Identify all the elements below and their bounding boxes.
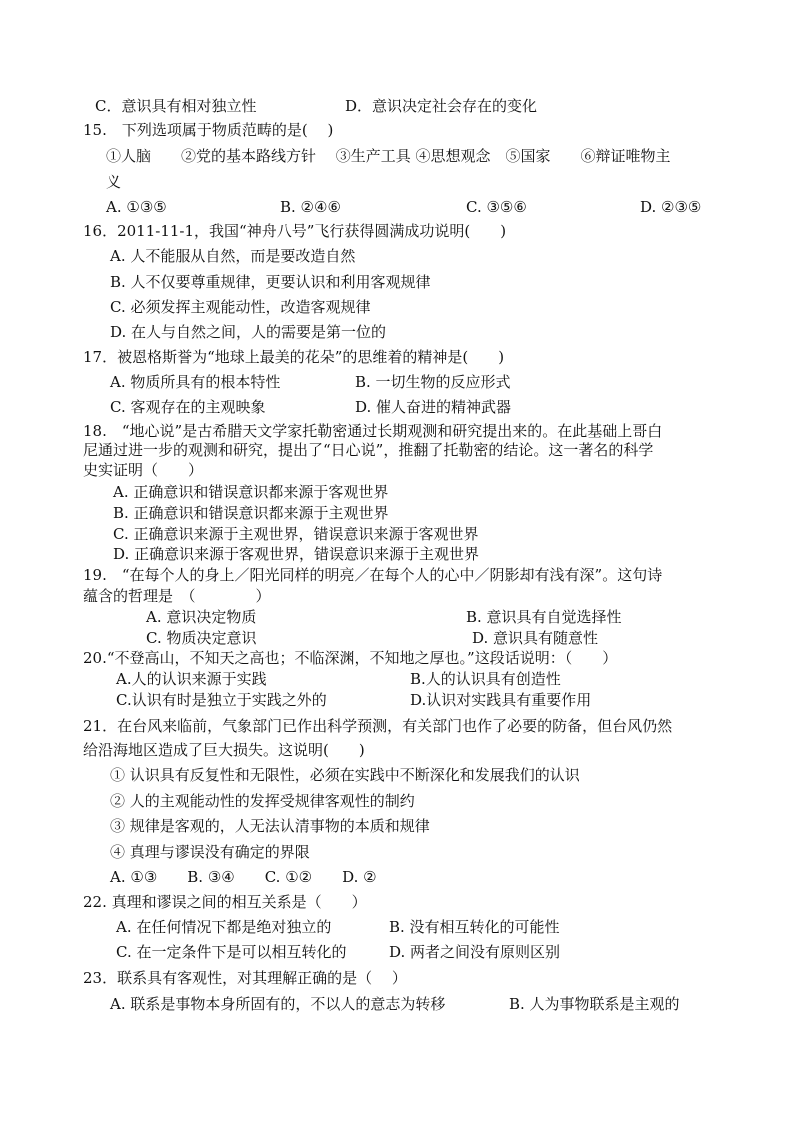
q23-option-a: A. 联系是事物本身所固有的，不以人的意志为转移 [110,995,446,1013]
q22-stem: 22. 真理和谬误之间的相互关系是（ ） [83,893,367,911]
q16-option-a: A. 人不能服从自然，而是要改造自然 [110,247,356,265]
q14-option-d: D．意识决定社会存在的变化 [345,97,538,115]
q21-item-1: ① 认识具有反复性和无限性，必须在实践中不断深化和发展我们的认识 [110,766,580,784]
q17-option-a: A. 物质所具有的根本特性 [110,373,281,391]
q15-option-a: A. ①③⑤ [106,198,167,216]
q18-stem-line1: 18. “地心说”是古希腊天文学家托勒密通过长期观测和研究提出来的。在此基础上哥白 [83,422,663,440]
q18-option-c: C. 正确意识来源于主观世界，错误意识来源于客观世界 [113,525,479,543]
q15-option-b: B. ②④⑥ [280,198,341,216]
q18-stem-line2: 尼通过进一步的观测和研究，提出了“日心说”，推翻了托勒密的结论。这一著名的科学 [83,441,654,459]
q14-option-c: C．意识具有相对独立性 [95,97,257,115]
q23-option-b: B. 人为事物联系是主观的 [509,995,680,1013]
q20-option-b: B.人的认识具有创造性 [410,670,561,688]
q22-option-c: C. 在一定条件下是可以相互转化的 [116,943,347,961]
q20-option-d: D.认识对实践具有重要作用 [410,691,592,709]
q18-option-d: D. 正确意识来源于客观世界，错误意识来源于主观世界 [113,545,480,563]
q17-option-c: C. 客观存在的主观映象 [110,398,266,416]
q19-option-a: A. 意识决定物质 [146,608,257,626]
q22-option-d: D. 两者之间没有原则区别 [389,943,561,961]
q18-option-a: A. 正确意识和错误意识都来源于客观世界 [113,483,389,501]
q16-option-c: C. 必须发挥主观能动性，改造客观规律 [110,298,371,316]
q18-stem-line3: 史实证明（ ） [83,461,204,479]
q16-option-d: D. 在人与自然之间，人的需要是第一位的 [110,323,387,341]
q15-option-d: D. ②③⑤ [640,198,702,216]
q20-option-c: C.认识有时是独立于实践之外的 [116,691,327,709]
q18-option-b: B. 正确意识和错误意识都来源于主观世界 [113,504,389,522]
q17-option-d: D. 催人奋进的精神武器 [355,398,512,416]
q17-stem: 17．被恩格斯誉为“地球上最美的花朵”的思维着的精神是( ) [83,348,505,366]
q21-options: A. ①③ B. ③④ C. ①② D. ② [110,868,377,886]
q15-stem: 15. 下列选项属于物质范畴的是( ) [83,121,334,139]
q19-option-d: D. 意识具有随意性 [472,629,599,647]
q21-item-2: ② 人的主观能动性的发挥受规律客观性的制约 [110,792,415,810]
q21-stem-line1: 21．在台风来临前，气象部门已作出科学预测，有关部门也作了必要的防备，但台风仍然 [83,717,673,735]
q23-stem: 23．联系具有客观性，对其理解正确的是（ ） [83,969,407,987]
q15-option-c: C. ③⑤⑥ [466,198,527,216]
q22-option-b: B. 没有相互转化的可能性 [389,918,560,936]
q19-stem-line1: 19. “在每个人的身上／阳光同样的明亮／在每个人的心中／阴影却有浅有深”。这句诗 [83,566,663,584]
q21-item-4: ④ 真理与谬误没有确定的界限 [110,843,310,861]
q21-item-3: ③ 规律是客观的，人无法认清事物的本质和规律 [110,817,430,835]
q19-option-b: B. 意识具有自觉选择性 [466,608,622,626]
q21-stem-line2: 给沿海地区造成了巨大损失。这说明( ) [83,741,365,759]
q19-stem-line2: 蕴含的哲理是 （ ） [83,587,271,605]
q20-option-a: A.人的认识来源于实践 [116,670,267,688]
q22-option-a: A. 在任何情况下都是绝对独立的 [116,918,332,936]
q16-stem: 16．2011-11-1，我国“神舟八号”飞行获得圆满成功说明( ) [83,222,507,240]
q17-option-b: B. 一切生物的反应形式 [355,373,511,391]
q19-option-c: C. 物质决定意识 [146,629,257,647]
q15-items: ①人脑 ②党的基本路线方针 ③生产工具 ④思想观念 ⑤国家 ⑥辩证唯物主 [106,147,671,165]
q15-items-cont: 义 [106,173,122,191]
q16-option-b: B. 人不仅要尊重规律，更要认识和利用客观规律 [110,273,431,291]
q20-stem: 20.“不登高山，不知天之高也；不临深渊，不知地之厚也。”这段话说明：（ ） [83,649,618,667]
